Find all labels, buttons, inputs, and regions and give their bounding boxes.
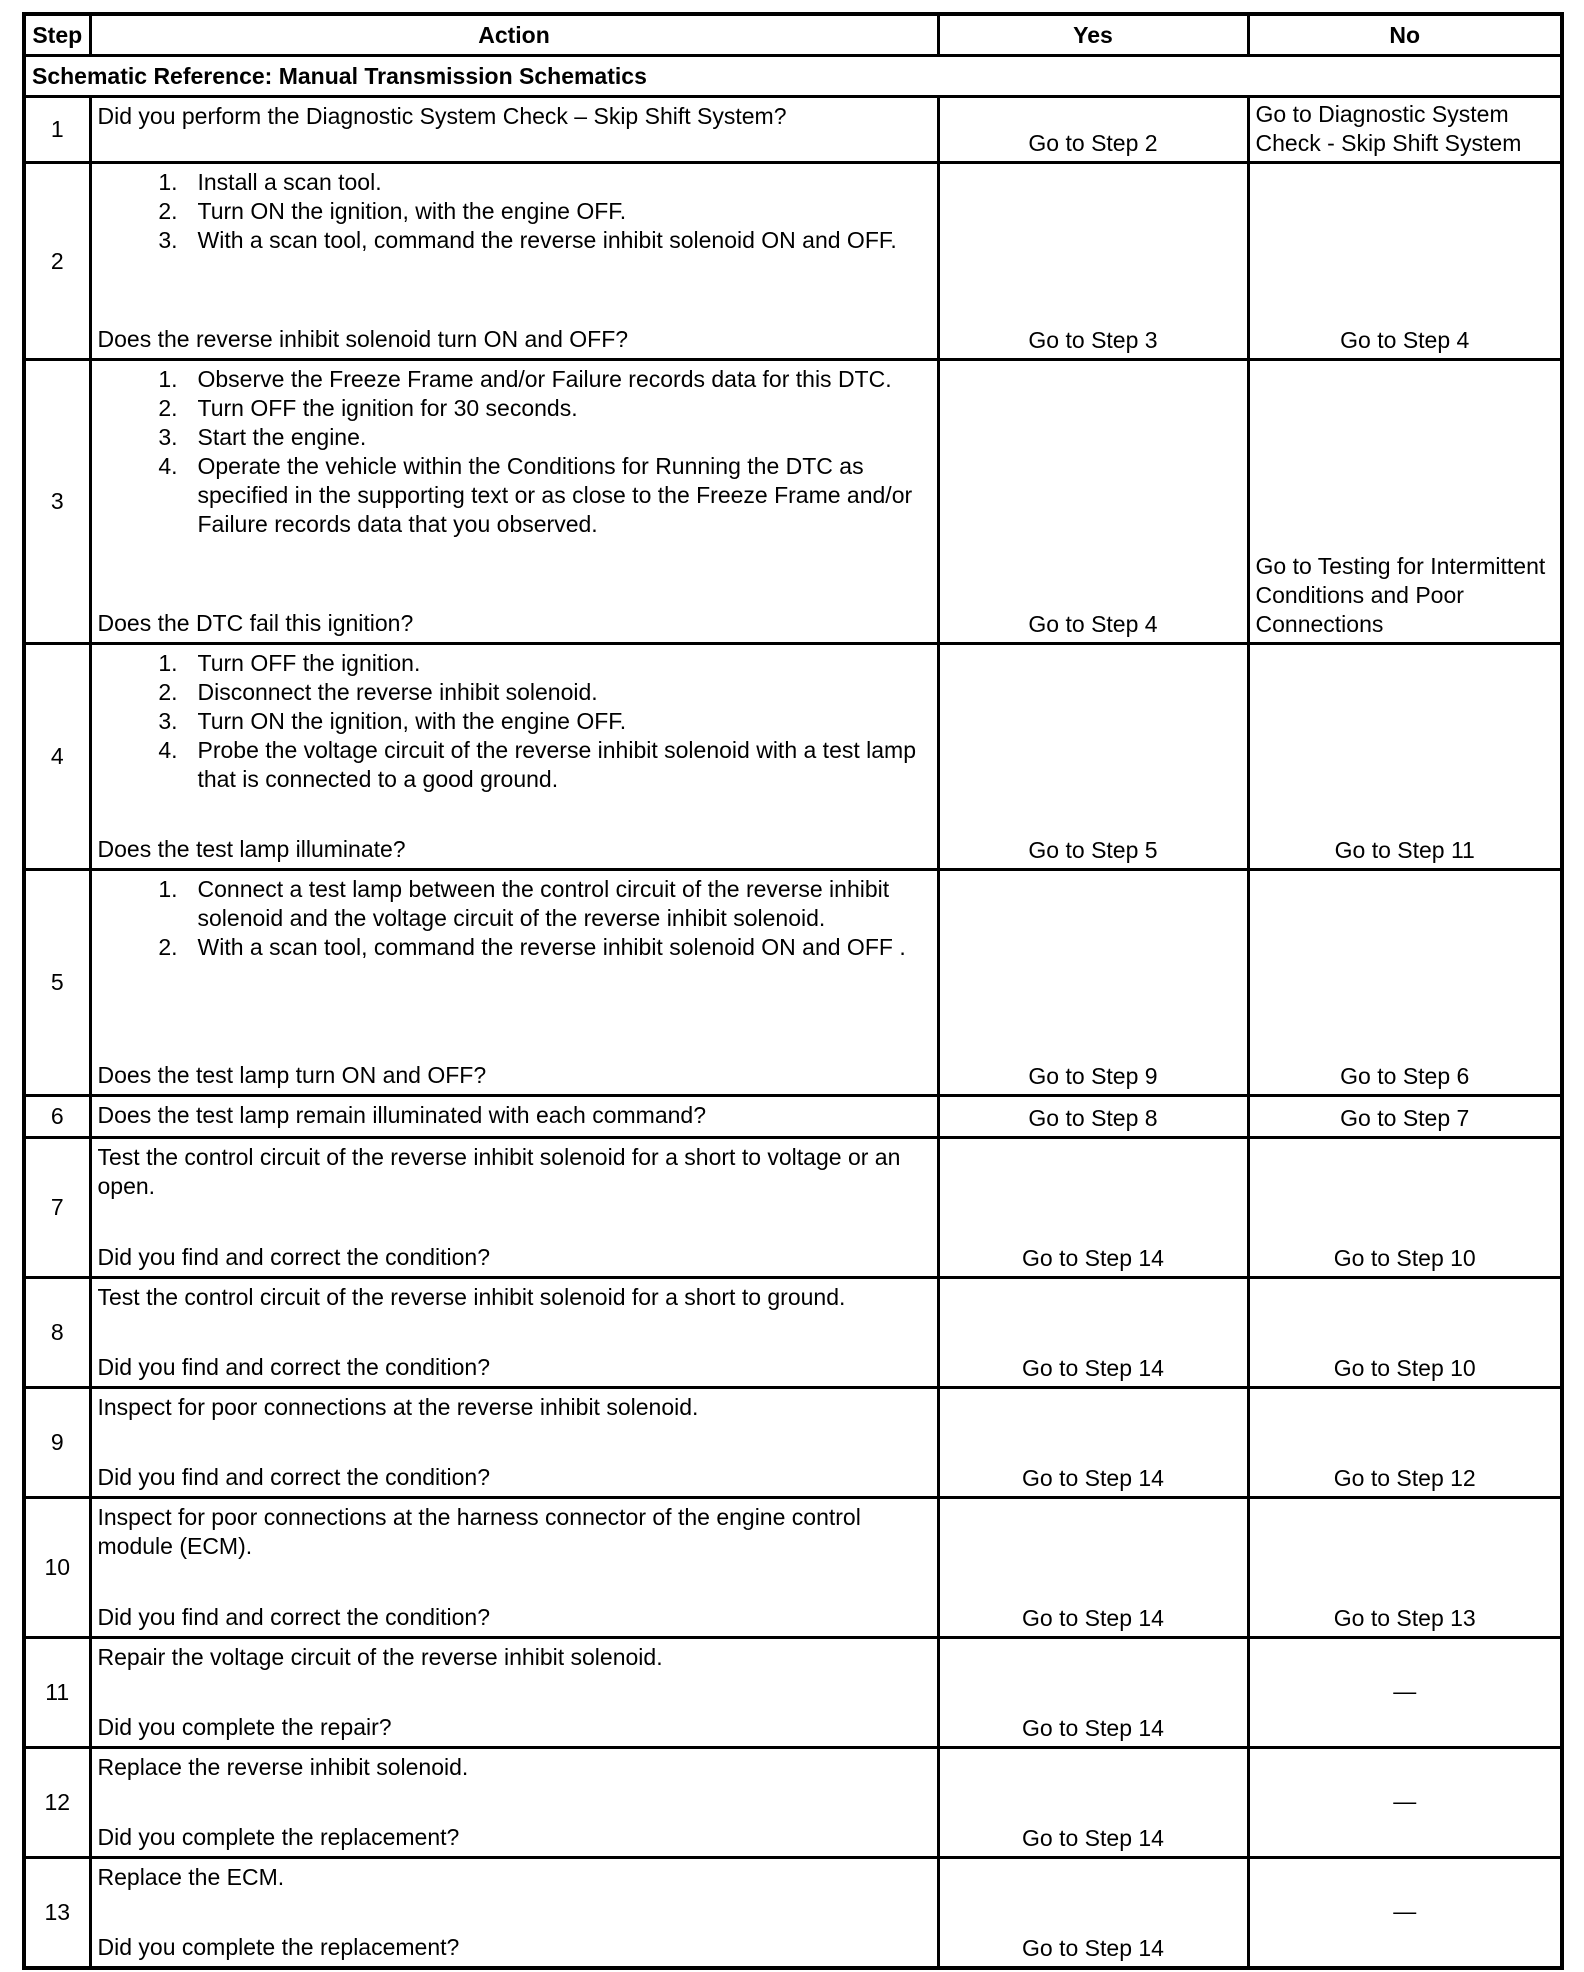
no-result: Go to Step 10 [1248, 1278, 1562, 1388]
procedure-item-number: 1. [158, 876, 178, 902]
action-instruction: Inspect for poor connections at the reverse inhibit solenoid. [97, 1394, 699, 1420]
header-yes: Yes [938, 14, 1248, 56]
procedure-item-text: Turn OFF the ignition for 30 seconds. [197, 395, 578, 421]
action-cell [90, 1388, 938, 1498]
yes-result: Go to Step 3 [938, 163, 1248, 360]
yes-result: Go to Step 8 [938, 1096, 1248, 1138]
no-result: Go to Step 11 [1248, 644, 1562, 870]
yes-result: Go to Step 14 [938, 1138, 1248, 1278]
table-row [24, 1858, 1562, 1969]
table-row [24, 1096, 1562, 1138]
table-row [24, 97, 1562, 163]
step-number: 8 [24, 1278, 90, 1388]
action-instruction: Replace the reverse inhibit solenoid. [97, 1754, 469, 1780]
action-cell [90, 870, 938, 1096]
procedure-item-number: 1. [158, 169, 178, 195]
action-cell [90, 1278, 938, 1388]
procedure-item [98, 707, 931, 736]
table-row [24, 1278, 1562, 1388]
no-result: Go to Step 7 [1248, 1096, 1562, 1138]
action-question: Did you complete the repair? [97, 1714, 392, 1740]
procedure-item-number: 1. [158, 366, 178, 392]
procedure-item-text: Connect a test lamp between the control circuit of the reverse inhibit solenoid and the voltage circuit of the reverse inhibit solenoid. [197, 876, 890, 931]
action-cell [90, 1748, 938, 1858]
step-number: 10 [24, 1498, 90, 1638]
procedure-item [98, 226, 931, 255]
procedure-item-text: Turn ON the ignition, with the engine OFF. [197, 708, 627, 734]
schematic-reference: Schematic Reference: Manual Transmission Schematics [24, 56, 1562, 97]
procedure-item [98, 649, 931, 678]
header-step: Step [24, 14, 90, 56]
step-number: 3 [24, 360, 90, 644]
table-row [24, 1138, 1562, 1278]
no-result: Go to Step 4 [1248, 163, 1562, 360]
procedure-item [98, 168, 931, 197]
no-result: Go to Step 10 [1248, 1138, 1562, 1278]
step-number: 6 [24, 1096, 90, 1138]
procedure-item-text: Disconnect the reverse inhibit solenoid. [197, 679, 598, 705]
procedure-item [98, 394, 931, 423]
procedure-list [98, 649, 931, 794]
procedure-item-text: Install a scan tool. [197, 169, 382, 195]
procedure-item [98, 452, 931, 539]
procedure-item-text: Probe the voltage circuit of the reverse inhibit solenoid with a test lamp that is connected to a good ground. [197, 737, 916, 792]
yes-result: Go to Step 14 [938, 1278, 1248, 1388]
procedure-item-number: 4. [158, 453, 178, 479]
diagnostic-table [22, 12, 1564, 1970]
action-cell [90, 97, 938, 163]
action-question: Does the test lamp turn ON and OFF? [97, 1062, 487, 1088]
no-result: Go to Step 12 [1248, 1388, 1562, 1498]
procedure-list [98, 168, 931, 255]
procedure-item [98, 933, 931, 962]
step-number: 5 [24, 870, 90, 1096]
procedure-list [98, 365, 931, 539]
yes-result: Go to Step 2 [938, 97, 1248, 163]
yes-result: Go to Step 14 [938, 1638, 1248, 1748]
step-number: 1 [24, 97, 90, 163]
yes-result: Go to Step 9 [938, 870, 1248, 1096]
action-question: Did you find and correct the condition? [97, 1244, 491, 1270]
yes-result: Go to Step 14 [938, 1748, 1248, 1858]
step-number: 12 [24, 1748, 90, 1858]
no-result: Go to Step 6 [1248, 870, 1562, 1096]
header-no: No [1248, 14, 1562, 56]
procedure-item-number: 2. [158, 395, 178, 421]
procedure-item-text: Operate the vehicle within the Conditions for Running the DTC as specified in the supporting text or as close to the Freeze Frame and/or Failure records data that you observed. [197, 453, 913, 537]
table-row [24, 644, 1562, 870]
table-row [24, 1388, 1562, 1498]
yes-result: Go to Step 14 [938, 1498, 1248, 1638]
action-instruction: Inspect for poor connections at the harness connector of the engine control module (ECM). [97, 1504, 861, 1559]
action-question: Did you complete the replacement? [97, 1824, 460, 1850]
action-question: Does the DTC fail this ignition? [97, 610, 414, 636]
action-cell [90, 1138, 938, 1278]
procedure-item-number: 1. [158, 650, 178, 676]
no-result: Go to Diagnostic System Check - Skip Shift System [1248, 97, 1562, 163]
procedure-item-number: 2. [158, 679, 178, 705]
procedure-item [98, 197, 931, 226]
procedure-item [98, 365, 931, 394]
step-number: 2 [24, 163, 90, 360]
step-number: 13 [24, 1858, 90, 1969]
action-instruction: Replace the ECM. [97, 1864, 285, 1890]
no-result: — [1248, 1858, 1562, 1969]
procedure-item-number: 3. [158, 424, 178, 450]
step-number: 11 [24, 1638, 90, 1748]
action-question: Did you perform the Diagnostic System Check – Skip Shift System? [97, 103, 787, 129]
procedure-item [98, 423, 931, 452]
no-result: Go to Step 13 [1248, 1498, 1562, 1638]
yes-result: Go to Step 14 [938, 1858, 1248, 1969]
step-number: 9 [24, 1388, 90, 1498]
action-cell [90, 1858, 938, 1969]
table-row [24, 360, 1562, 644]
no-result: — [1248, 1748, 1562, 1858]
action-question: Did you find and correct the condition? [97, 1464, 491, 1490]
action-cell [90, 163, 938, 360]
schematic-reference-row [24, 56, 1562, 97]
action-question: Does the test lamp remain illuminated with each command? [97, 1102, 707, 1128]
action-question: Did you complete the replacement? [97, 1934, 460, 1960]
action-question: Did you find and correct the condition? [97, 1604, 491, 1630]
yes-result: Go to Step 4 [938, 360, 1248, 644]
action-cell [90, 1498, 938, 1638]
action-cell [90, 644, 938, 870]
no-result: Go to Testing for Intermittent Conditions and Poor Connections [1248, 360, 1562, 644]
procedure-item-number: 3. [158, 227, 178, 253]
procedure-item-text: Observe the Freeze Frame and/or Failure records data for this DTC. [197, 366, 892, 392]
procedure-item-text: Turn OFF the ignition. [197, 650, 421, 676]
action-question: Does the test lamp illuminate? [97, 836, 406, 862]
action-cell [90, 1096, 938, 1138]
procedure-item-text: Start the engine. [197, 424, 367, 450]
procedure-item-text: With a scan tool, command the reverse inhibit solenoid ON and OFF. [197, 227, 897, 253]
action-cell [90, 1638, 938, 1748]
procedure-item-number: 4. [158, 737, 178, 763]
action-instruction: Repair the voltage circuit of the reverse inhibit solenoid. [97, 1644, 663, 1670]
procedure-item [98, 875, 931, 933]
table-row [24, 163, 1562, 360]
procedure-item-number: 2. [158, 198, 178, 224]
table-row [24, 870, 1562, 1096]
yes-result: Go to Step 14 [938, 1388, 1248, 1498]
action-question: Did you find and correct the condition? [97, 1354, 491, 1380]
procedure-list [98, 875, 931, 962]
yes-result: Go to Step 5 [938, 644, 1248, 870]
procedure-item-text: Turn ON the ignition, with the engine OFF. [197, 198, 627, 224]
table-row [24, 1498, 1562, 1638]
action-instruction: Test the control circuit of the reverse inhibit solenoid for a short to voltage or an open. [97, 1144, 901, 1199]
procedure-item-text: With a scan tool, command the reverse inhibit solenoid ON and OFF . [197, 934, 906, 960]
action-question: Does the reverse inhibit solenoid turn ON and OFF? [97, 326, 629, 352]
step-number: 4 [24, 644, 90, 870]
table-row [24, 1638, 1562, 1748]
procedure-item-number: 3. [158, 708, 178, 734]
header-row [24, 14, 1562, 56]
procedure-item [98, 678, 931, 707]
action-instruction: Test the control circuit of the reverse inhibit solenoid for a short to ground. [97, 1284, 846, 1310]
action-cell [90, 360, 938, 644]
procedure-item-number: 2. [158, 934, 178, 960]
procedure-item [98, 736, 931, 794]
table-row [24, 1748, 1562, 1858]
header-action: Action [90, 14, 938, 56]
no-result: — [1248, 1638, 1562, 1748]
step-number: 7 [24, 1138, 90, 1278]
